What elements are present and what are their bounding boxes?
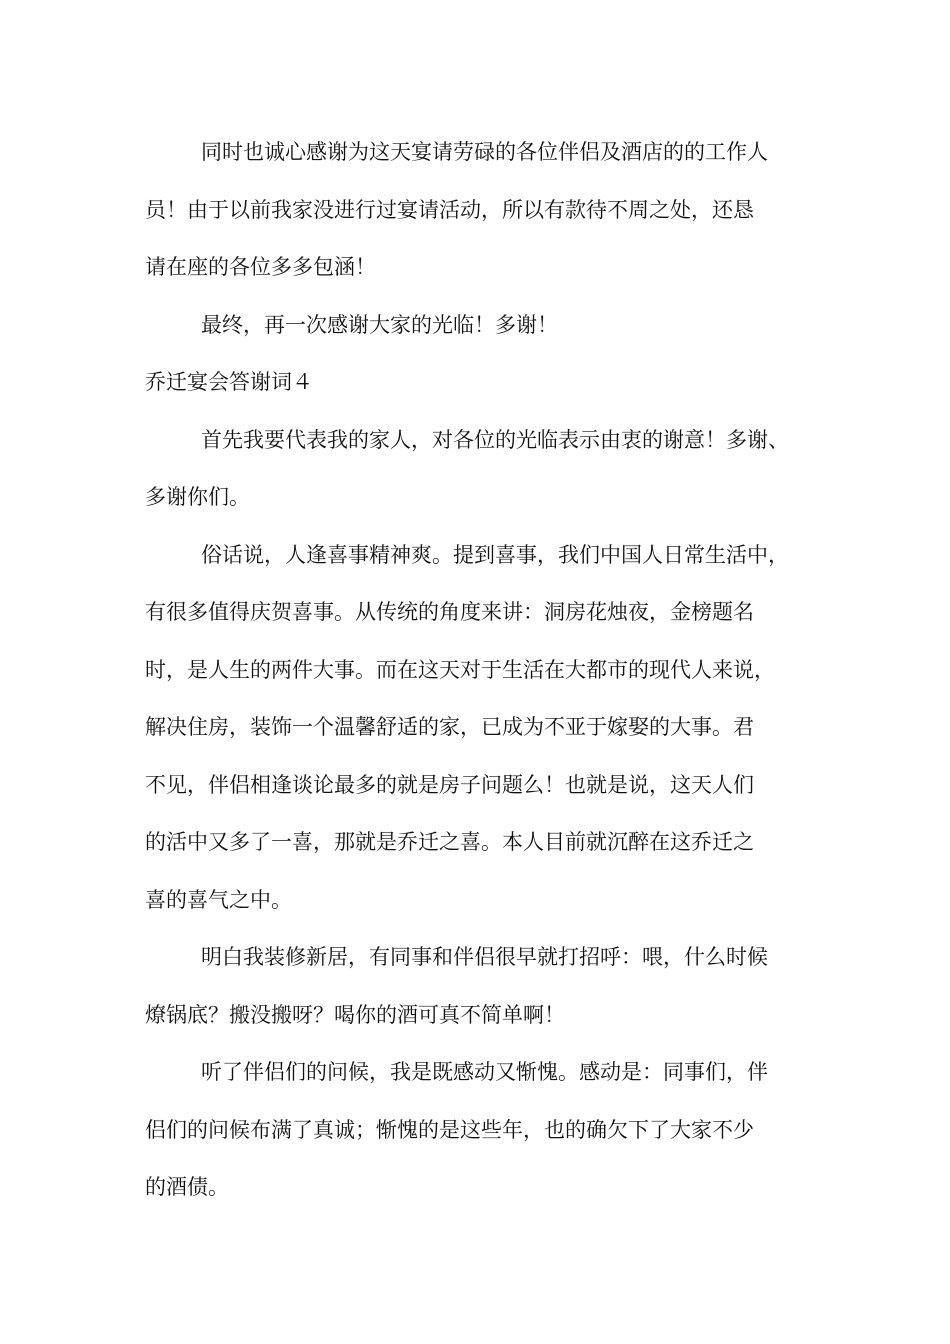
paragraph-happy-event <box>145 527 810 930</box>
section-heading <box>145 354 810 412</box>
paragraph-line: 首先我要代表我的家人，对各位的光临表示由衷的谢意！多谢、 <box>201 427 789 452</box>
paragraph-line: 俗话说，人逢喜事精神爽。提到喜事，我们中国人日常生活中， <box>201 542 789 567</box>
paragraph-line: 最终，再一次感谢大家的光临！多谢！ <box>201 312 558 337</box>
paragraph-line: 燎锅底？搬没搬呀？喝你的酒可真不简单啊！ <box>145 1002 565 1027</box>
paragraph-line: 时，是人生的两件大事。而在这天对于生活在大都市的现代人来说， <box>145 657 775 682</box>
paragraph-line: 员！由于以前我家没进行过宴请活动，所以有款待不周之处，还恳 <box>145 197 754 222</box>
paragraph-line: 同时也诚心感谢为这天宴请劳碌的各位伴侣及酒店的的工作人 <box>201 140 768 164</box>
paragraph-line: 侣们的问候布满了真诚；惭愧的是这些年，也的确欠下了大家不少 <box>145 1117 754 1142</box>
section-heading-text: 乔迁宴会答谢词４ <box>145 370 313 394</box>
paragraph-final-thanks <box>145 297 810 355</box>
paragraph-line: 请在座的各位多多包涵！ <box>145 255 376 279</box>
paragraph-opening-thanks <box>145 412 810 527</box>
paragraph-greetings <box>145 1044 810 1217</box>
paragraph-line: 不见，伴侣相逢谈论最多的就是房子问题么！也就是说，这天人们 <box>145 772 754 797</box>
paragraph-line: 解决住房，装饰一个温馨舒适的家，已成为不亚于嫁娶的大事。君 <box>145 715 754 739</box>
paragraph-line: 的活中又多了一喜，那就是乔迁之喜。本人目前就沉醉在这乔迁之 <box>145 830 754 854</box>
paragraph-line: 明白我装修新居，有同事和伴侣很早就打招呼：喂，什么时候 <box>201 945 768 969</box>
paragraph-line: 听了伴侣们的问候，我是既感动又惭愧。感动是：同事们，伴 <box>201 1060 768 1084</box>
paragraph-line: 的酒债。 <box>145 1175 229 1199</box>
paragraph-line: 有很多值得庆贺喜事。从传统的角度来讲：洞房花烛夜，金榜题名 <box>145 600 754 624</box>
document-body <box>145 124 810 1217</box>
paragraph-line: 多谢你们。 <box>145 485 250 509</box>
paragraph-line: 喜的喜气之中。 <box>145 887 292 912</box>
paragraph-thanks-staff <box>145 124 810 297</box>
paragraph-new-home <box>145 929 810 1044</box>
